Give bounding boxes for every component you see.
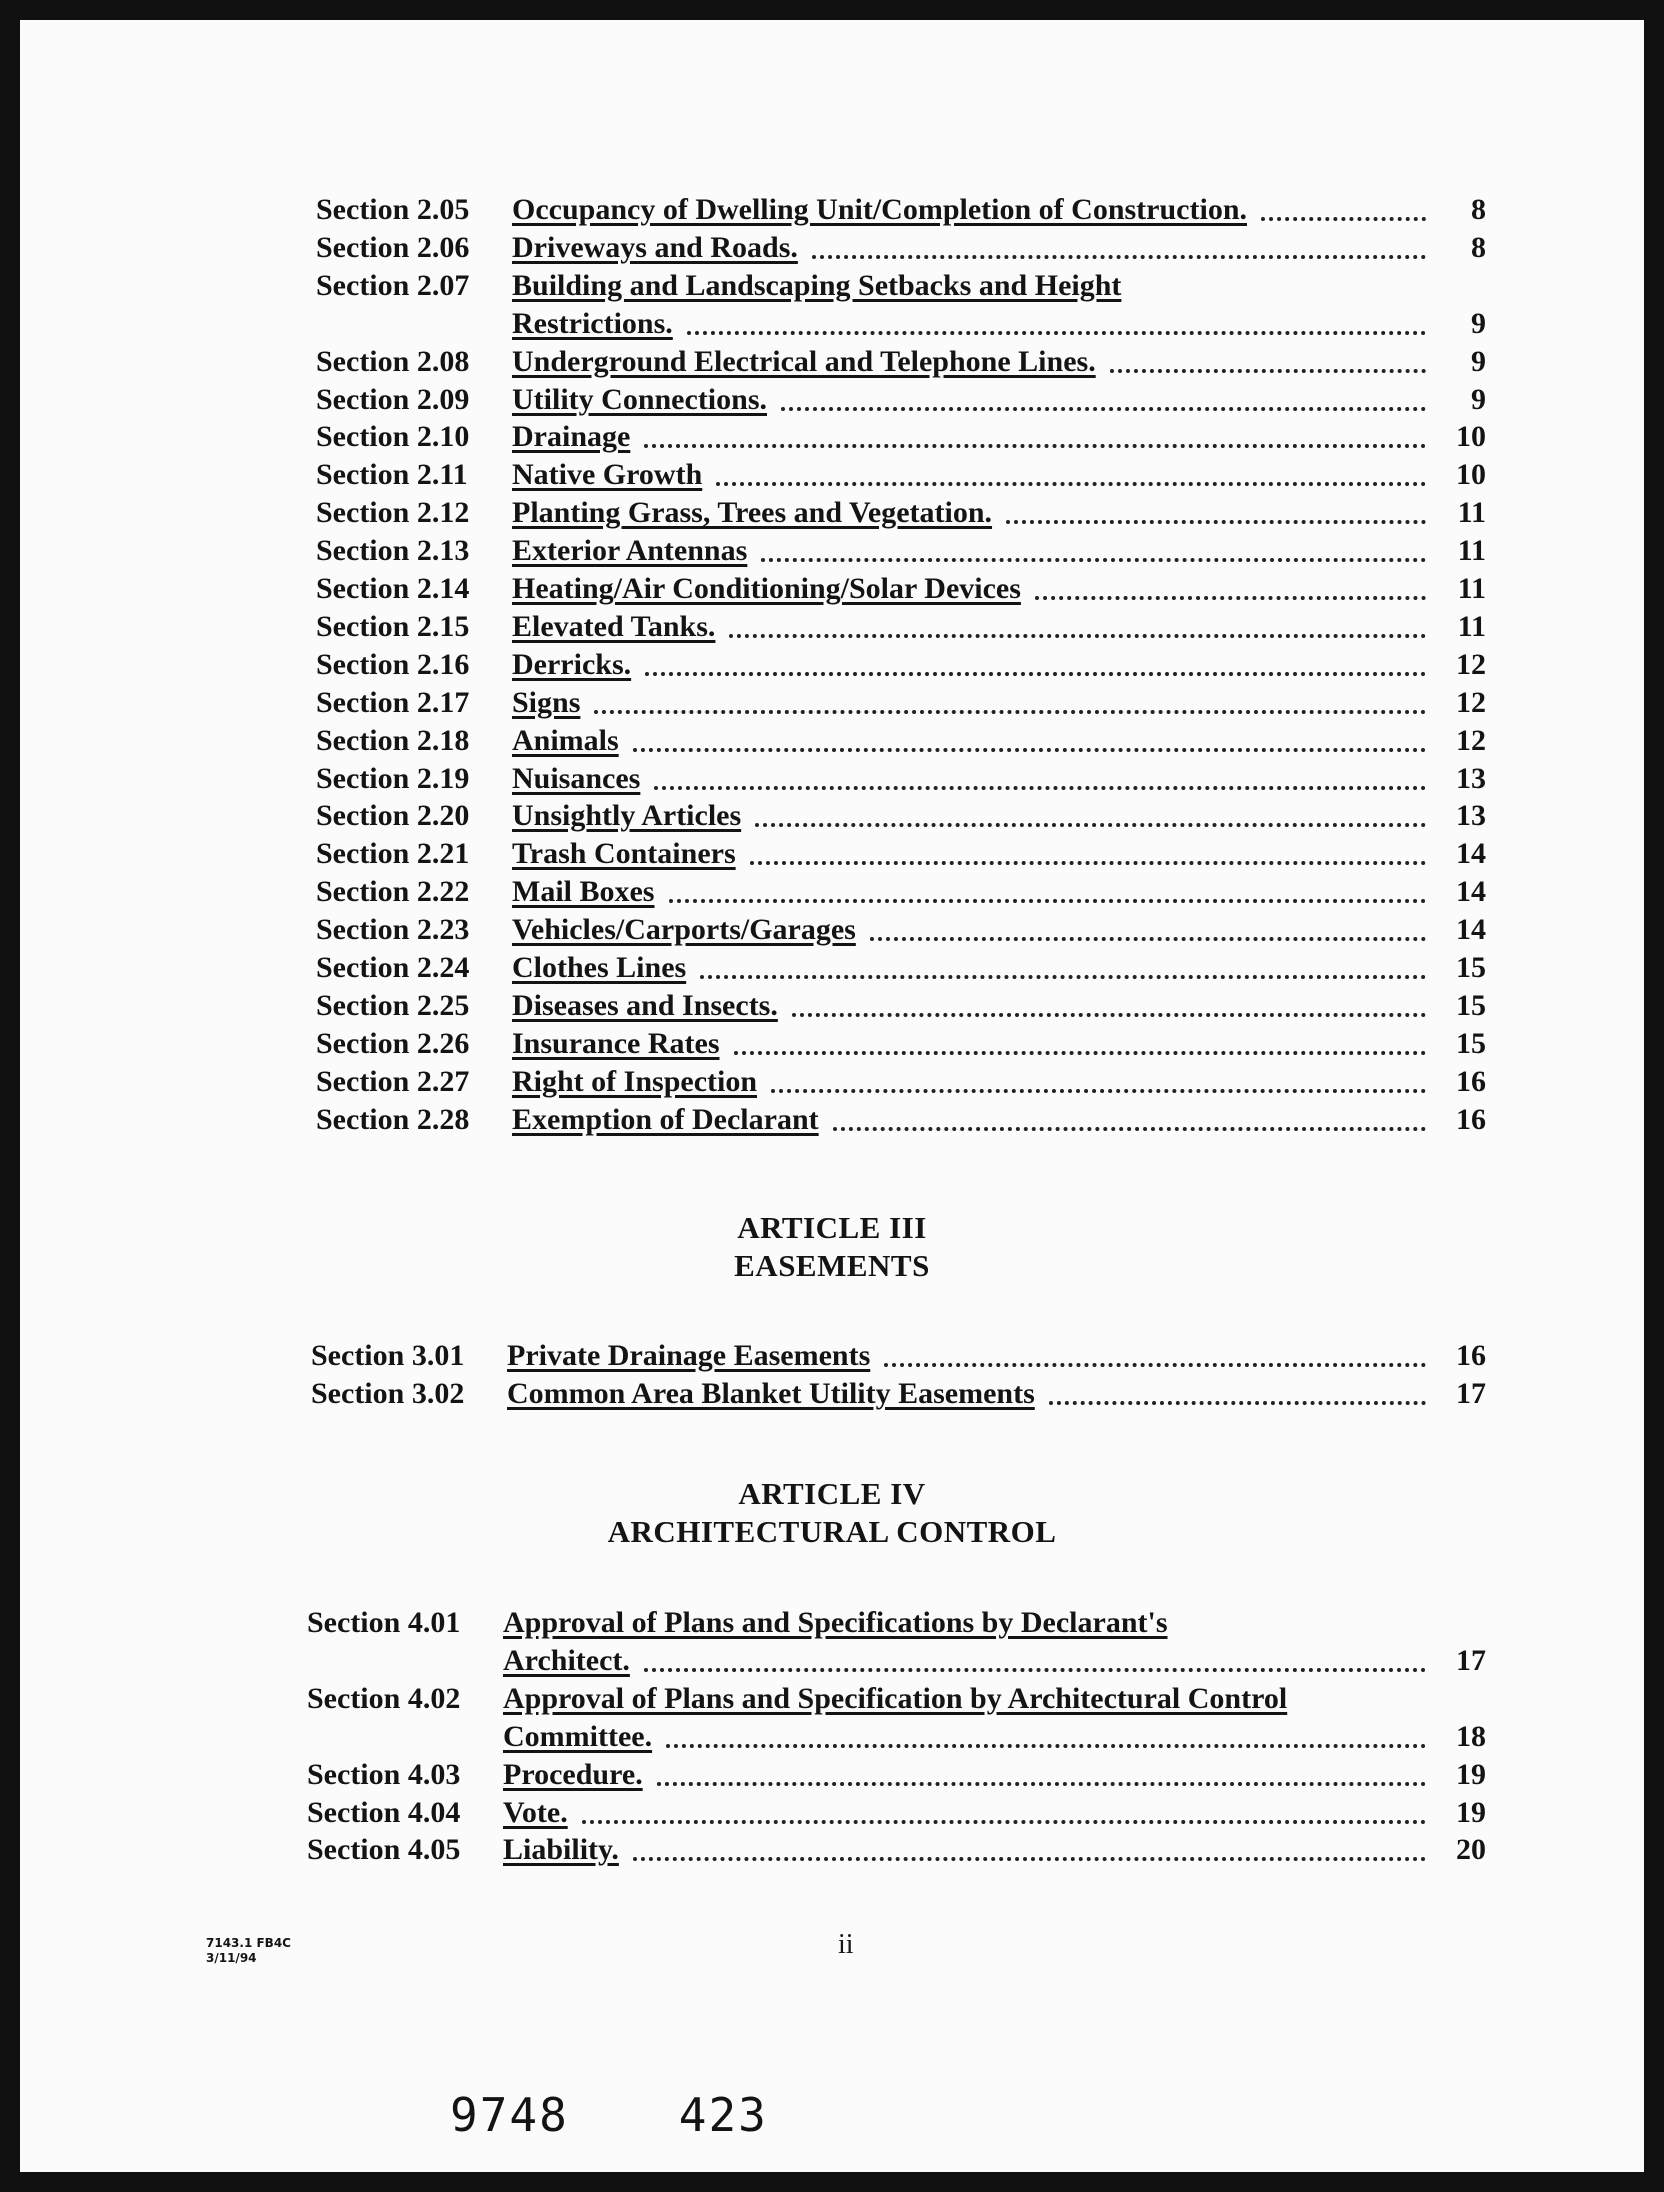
section-page-number: 19 [1456, 1757, 1486, 1791]
section-title-wrap [503, 1831, 1436, 1869]
toc-entry [316, 722, 1486, 762]
dot-leader [633, 1857, 1426, 1861]
toc-entry [316, 835, 1486, 875]
section-title: Driveways and Roads. [512, 230, 798, 264]
section-title-wrap [512, 267, 1486, 305]
section-title-wrap [512, 1063, 1436, 1101]
section-number: Section 2.16 [316, 647, 470, 681]
section-number: Section 2.05 [316, 193, 470, 226]
section-number: Section 2.11 [316, 458, 468, 492]
dot-leader [792, 1013, 1426, 1017]
dot-leader [1110, 369, 1426, 373]
section-title: Approval of Plans and Specifications by Declarant's [503, 1606, 1168, 1639]
section-page-number: 16 [1456, 1339, 1486, 1372]
section-page-number: 8 [1471, 193, 1486, 226]
article-3-subheading: EASEMENTS [734, 1248, 930, 1283]
section-title-wrap [512, 305, 1436, 343]
section-title-wrap [512, 949, 1436, 987]
toc-entry-continuation [503, 1642, 1486, 1682]
dot-leader [755, 823, 1426, 827]
section-page-number: 9 [1471, 382, 1486, 416]
dot-leader [644, 444, 1426, 448]
section-number: Section 3.02 [311, 1376, 465, 1410]
section-page-number: 9 [1471, 306, 1486, 340]
article-4-subheading: ARCHITECTURAL CONTROL [607, 1514, 1057, 1549]
toc-entry [316, 418, 1486, 458]
section-title-wrap [512, 456, 1436, 494]
toc-entry [307, 1604, 1486, 1644]
section-page-number: 14 [1456, 875, 1486, 909]
toc-entry [316, 343, 1486, 383]
section-title-wrap [512, 418, 1436, 456]
section-title-continued: Committee. [503, 1719, 653, 1753]
section-page-number: 11 [1457, 496, 1486, 530]
toc-entry [316, 608, 1486, 648]
section-title: Approval of Plans and Specification by Architectural Control [503, 1681, 1288, 1715]
dot-leader [884, 1363, 1426, 1367]
section-page-number: 11 [1457, 534, 1486, 568]
toc-entry [316, 797, 1486, 837]
section-title-wrap [512, 987, 1436, 1025]
section-page-number: 10 [1456, 420, 1486, 454]
dot-leader [761, 558, 1426, 562]
section-title-wrap [512, 532, 1436, 570]
section-title-wrap [512, 1025, 1436, 1063]
dot-leader [1035, 596, 1426, 600]
section-title-wrap [512, 684, 1436, 722]
section-title-wrap [512, 873, 1436, 911]
dot-leader [687, 331, 1426, 335]
toc-entry [307, 1831, 1486, 1871]
section-page-number: 17 [1456, 1643, 1486, 1677]
dot-leader [1049, 1401, 1426, 1405]
section-number: Section 2.21 [316, 837, 470, 871]
dot-leader [781, 407, 1426, 411]
code-line-2: 3/11/94 [206, 1951, 257, 1965]
section-page-number: 16 [1456, 1064, 1486, 1098]
dot-leader [870, 937, 1426, 941]
section-number: Section 2.07 [316, 268, 470, 302]
section-title-wrap [512, 797, 1436, 835]
section-title: Heating/Air Conditioning/Solar Devices [512, 572, 1021, 605]
dot-leader [645, 672, 1426, 676]
section-title: Planting Grass, Trees and Vegetation. [512, 496, 993, 530]
dot-leader [700, 975, 1426, 979]
page-number-roman: ii [838, 1929, 854, 1960]
section-number: Section 4.04 [307, 1795, 461, 1829]
section-number: Section 4.05 [307, 1833, 461, 1867]
article-3-heading: ARTICLE III [737, 1210, 927, 1245]
section-page-number: 14 [1456, 837, 1486, 871]
section-title: Mail Boxes [512, 875, 655, 909]
toc-entry [311, 1375, 1486, 1415]
dot-leader [812, 255, 1426, 259]
section-title-wrap [503, 1718, 1436, 1756]
toc-entry [316, 456, 1486, 496]
toc-entry [316, 1063, 1486, 1103]
section-title: Derricks. [512, 647, 632, 681]
document-page [20, 20, 1644, 2172]
dot-leader [833, 1127, 1426, 1131]
section-number: Section 2.28 [316, 1102, 470, 1136]
toc-entry [316, 381, 1486, 421]
section-title: Native Growth [512, 458, 703, 492]
section-title: Signs [512, 685, 581, 719]
section-page-number: 13 [1456, 799, 1486, 833]
section-page-number: 11 [1457, 572, 1486, 605]
section-page-number: 15 [1456, 1026, 1486, 1060]
dot-leader [657, 1782, 1426, 1786]
dot-leader [669, 899, 1427, 903]
section-title: Unsightly Articles [512, 799, 742, 833]
dot-leader [644, 1668, 1426, 1672]
section-title-wrap [512, 911, 1436, 949]
toc-entry [316, 570, 1486, 610]
section-number: Section 2.26 [316, 1026, 470, 1060]
section-number: Section 2.13 [316, 534, 470, 568]
section-number: Section 4.01 [307, 1606, 461, 1639]
section-number: Section 2.22 [316, 875, 470, 909]
section-number: Section 4.02 [307, 1681, 461, 1715]
dot-leader [582, 1820, 1426, 1824]
section-title: Common Area Blanket Utility Easements [507, 1376, 1035, 1410]
toc-entry [316, 949, 1486, 989]
section-number: Section 2.18 [316, 723, 470, 757]
section-number: Section 2.19 [316, 761, 470, 795]
toc-entry [307, 1680, 1486, 1720]
toc-entry [316, 987, 1486, 1027]
section-number: Section 2.23 [316, 913, 470, 947]
section-page-number: 8 [1471, 230, 1486, 264]
section-title: Right of Inspection [512, 1064, 758, 1098]
document-code-stamp [206, 1936, 291, 1966]
toc-entry [316, 1025, 1486, 1065]
section-page-number: 18 [1456, 1719, 1486, 1753]
section-page-number: 15 [1456, 988, 1486, 1022]
toc-entry [316, 267, 1486, 307]
section-title-wrap [512, 1101, 1436, 1139]
section-title: Building and Landscaping Setbacks and Height [512, 268, 1122, 302]
section-title-wrap [503, 1642, 1436, 1680]
dot-leader [1261, 217, 1426, 221]
dot-leader [771, 1089, 1426, 1093]
section-title: Private Drainage Easements [507, 1339, 871, 1372]
toc-entry [316, 532, 1486, 572]
section-number: Section 2.15 [316, 609, 470, 643]
section-title-wrap [512, 494, 1436, 532]
section-page-number: 12 [1456, 685, 1486, 719]
section-title: Diseases and Insects. [512, 988, 778, 1022]
section-page-number: 16 [1456, 1102, 1486, 1136]
dot-leader [750, 861, 1426, 865]
section-title-wrap [512, 229, 1436, 267]
dot-leader [734, 1051, 1427, 1055]
section-number: Section 4.03 [307, 1757, 461, 1791]
section-number: Section 2.14 [316, 572, 470, 605]
document-number-right: 423 [678, 2088, 768, 2142]
toc-entry [316, 646, 1486, 686]
section-title: Trash Containers [512, 837, 736, 871]
section-title: Procedure. [503, 1757, 643, 1791]
section-title-wrap [512, 381, 1436, 419]
section-number: Section 2.08 [316, 344, 470, 378]
section-page-number: 14 [1456, 913, 1486, 947]
section-number: Section 2.25 [316, 988, 470, 1022]
section-title-wrap [512, 343, 1436, 381]
section-title: Insurance Rates [512, 1026, 720, 1060]
section-number: Section 2.12 [316, 496, 470, 530]
section-number: Section 2.20 [316, 799, 470, 833]
toc-entry [307, 1794, 1486, 1834]
toc-entry [316, 191, 1486, 231]
dot-leader [666, 1744, 1426, 1748]
section-title-wrap [503, 1604, 1486, 1642]
section-title: Liability. [503, 1833, 619, 1867]
section-title-wrap [503, 1680, 1486, 1718]
section-page-number: 9 [1471, 344, 1486, 378]
section-number: Section 2.09 [316, 382, 470, 416]
toc-entry [316, 494, 1486, 534]
section-title-wrap [512, 722, 1436, 760]
section-number: Section 2.06 [316, 230, 470, 264]
toc-entry-continuation [503, 1718, 1486, 1758]
section-page-number: 13 [1456, 761, 1486, 795]
section-page-number: 12 [1456, 723, 1486, 757]
section-title: Vehicles/Carports/Garages [512, 913, 856, 947]
section-page-number: 19 [1456, 1795, 1486, 1829]
toc-entry [316, 1101, 1486, 1141]
section-title: Nuisances [512, 761, 641, 795]
section-number: Section 2.10 [316, 420, 470, 454]
dot-leader [1006, 520, 1426, 524]
section-title-wrap [512, 191, 1436, 229]
dot-leader [633, 748, 1426, 752]
code-line-1: 7143.1 FB4C [206, 1936, 291, 1950]
section-title-wrap [503, 1756, 1436, 1794]
section-title: Vote. [503, 1795, 568, 1829]
section-title: Clothes Lines [512, 951, 687, 984]
section-title: Underground Electrical and Telephone Lines. [512, 344, 1096, 378]
section-title-wrap [512, 646, 1436, 684]
dot-leader [716, 482, 1426, 486]
section-title-wrap [512, 835, 1436, 873]
toc-entry [316, 911, 1486, 951]
dot-leader [654, 786, 1426, 790]
section-title: Exemption of Declarant [512, 1102, 819, 1136]
section-title-continued: Architect. [503, 1643, 630, 1677]
section-page-number: 11 [1457, 609, 1486, 643]
section-title-wrap [512, 570, 1436, 608]
section-title-wrap [507, 1375, 1436, 1413]
section-number: Section 3.01 [311, 1339, 465, 1372]
bottom-document-numbers [450, 2088, 878, 2142]
section-page-number: 17 [1456, 1376, 1486, 1410]
toc-entry [316, 873, 1486, 913]
section-title-wrap [512, 608, 1436, 646]
dot-leader [594, 710, 1426, 714]
section-page-number: 20 [1456, 1833, 1486, 1867]
section-title-continued: Restrictions. [512, 306, 673, 340]
section-number: Section 2.17 [316, 685, 470, 719]
section-title: Drainage [512, 420, 631, 454]
toc-entry [316, 760, 1486, 800]
article-4-heading: ARTICLE IV [738, 1476, 926, 1511]
toc-entry [307, 1756, 1486, 1796]
section-title: Utility Connections. [512, 382, 767, 416]
toc-entry [316, 684, 1486, 724]
section-title-wrap [507, 1337, 1436, 1375]
toc-entry [316, 229, 1486, 269]
section-number: Section 2.24 [316, 951, 470, 984]
section-title: Occupancy of Dwelling Unit/Completion of Construction. [512, 193, 1247, 226]
dot-leader [729, 634, 1426, 638]
section-title-wrap [503, 1794, 1436, 1832]
section-title-wrap [512, 760, 1436, 798]
toc-entry-continuation [512, 305, 1486, 345]
document-number-left: 9748 [450, 2088, 569, 2142]
section-number: Section 2.27 [316, 1064, 470, 1098]
toc-entry [311, 1337, 1486, 1377]
section-title: Elevated Tanks. [512, 609, 716, 643]
section-page-number: 12 [1456, 647, 1486, 681]
section-title: Animals [512, 723, 619, 757]
section-page-number: 15 [1456, 951, 1486, 984]
section-title: Exterior Antennas [512, 534, 748, 568]
section-page-number: 10 [1456, 458, 1486, 492]
